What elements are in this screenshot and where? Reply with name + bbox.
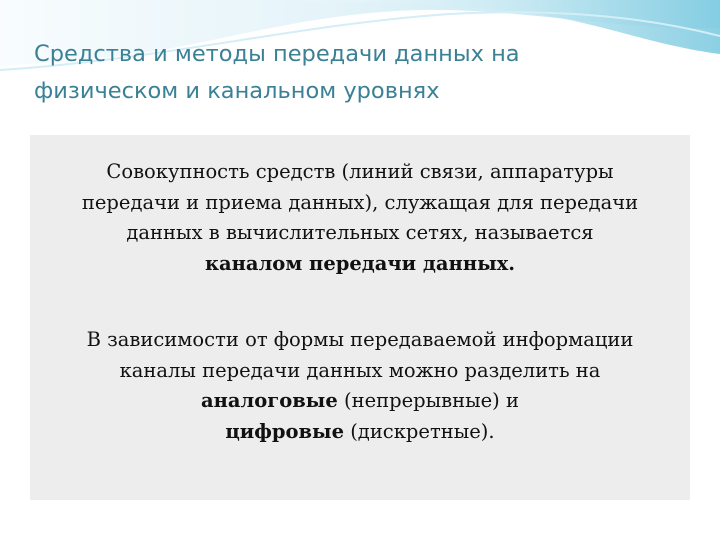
channel-types-line-1: В зависимости от формы передаваемой информации	[86, 328, 634, 351]
definition-line-2: передачи и приема данных), служащая для передачи	[81, 190, 639, 214]
digital-term: цифровые	[225, 419, 344, 443]
slide-title-line-1: Средства и методы передачи данных на	[34, 41, 520, 67]
digital-note: (дискретные).	[344, 419, 495, 443]
channel-types-line-2: каналы передачи данных можно разделить на	[119, 358, 601, 382]
content-panel	[30, 135, 690, 500]
definition-line-3: данных в вычислительных сетях, называется	[126, 221, 594, 244]
digital-line	[30, 417, 690, 448]
analog-note: (непрерывные) и	[337, 389, 519, 412]
definition-line-1: Совокупность средств (линий связи, аппаратуры	[106, 160, 614, 183]
definition-term: каналом передачи данных.	[204, 251, 516, 275]
channel-types-paragraph	[30, 325, 690, 447]
analog-term: аналоговые	[201, 389, 338, 412]
slide-title	[34, 36, 694, 110]
slide-title-line-2: физическом и канальном уровнях	[34, 78, 440, 104]
analog-line	[30, 386, 690, 417]
definition-paragraph	[30, 157, 690, 279]
